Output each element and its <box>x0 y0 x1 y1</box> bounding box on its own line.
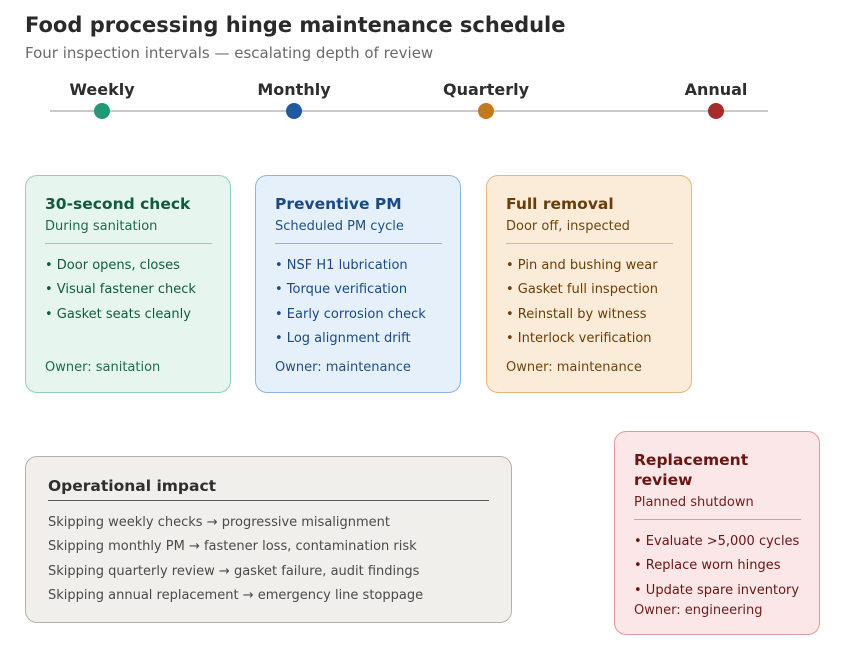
card-divider <box>506 243 673 244</box>
impact-title: Operational impact <box>48 477 217 495</box>
list-item: • Door opens, closes <box>45 258 180 273</box>
card-annual <box>614 431 820 635</box>
list-item: • Early corrosion check <box>275 306 426 322</box>
card-title: Replacement review <box>634 451 749 489</box>
card-checklist <box>275 254 441 351</box>
impact-divider <box>48 500 489 501</box>
card-weekly <box>25 175 231 393</box>
card-title: Full removal <box>506 195 614 213</box>
list-item: Skipping annual replacement → emergency line stoppage <box>48 587 424 603</box>
list-item: • Torque verification <box>275 282 408 298</box>
card-divider <box>634 519 801 520</box>
card-divider <box>275 243 442 244</box>
card-owner: Owner: maintenance <box>275 360 411 375</box>
card-subtitle: During sanitation <box>45 219 158 234</box>
card-owner: Owner: sanitation <box>45 360 161 375</box>
card-checklist <box>45 254 211 327</box>
operational-impact-panel <box>25 456 512 623</box>
list-item: • Evaluate >5,000 cycles <box>634 534 800 549</box>
list-item: • Replace worn hinges <box>634 558 781 574</box>
card-checklist <box>634 530 800 603</box>
timeline-label-monthly: Monthly <box>257 80 331 99</box>
list-item: • Update spare inventory <box>634 582 800 598</box>
timeline-label-weekly: Weekly <box>69 80 135 99</box>
list-item: Skipping monthly PM → fastener loss, contamination risk <box>48 539 417 555</box>
card-subtitle: Planned shutdown <box>634 495 754 510</box>
timeline-label-annual: Annual <box>684 80 748 99</box>
card-quarterly <box>486 175 692 393</box>
impact-list <box>48 511 489 608</box>
card-title: 30-second check <box>45 195 191 213</box>
timeline-dot-quarterly <box>478 103 494 119</box>
card-title: Preventive PM <box>275 195 402 213</box>
page-subtitle: Four inspection intervals — escalating depth of review <box>25 44 434 62</box>
card-owner: Owner: engineering <box>634 603 763 618</box>
list-item: • Gasket seats cleanly <box>45 306 191 322</box>
card-checklist <box>506 254 672 351</box>
list-item: • Reinstall by witness <box>506 306 647 322</box>
card-subtitle: Door off, inspected <box>506 219 630 234</box>
timeline-label-quarterly: Quarterly <box>443 80 529 99</box>
timeline-line <box>50 110 768 112</box>
card-owner: Owner: maintenance <box>506 360 642 375</box>
list-item: • Interlock verification <box>506 330 652 346</box>
card-subtitle: Scheduled PM cycle <box>275 219 404 234</box>
card-divider <box>45 243 212 244</box>
card-monthly <box>255 175 461 393</box>
list-item: • Log alignment drift <box>275 330 411 346</box>
list-item: • Gasket full inspection <box>506 282 659 298</box>
list-item: Skipping weekly checks → progressive misalignment <box>48 515 390 530</box>
list-item: • NSF H1 lubrication <box>275 258 408 273</box>
page-title: Food processing hinge maintenance schedule <box>25 13 566 37</box>
timeline-dot-annual <box>708 103 724 119</box>
list-item: • Pin and bushing wear <box>506 258 658 273</box>
timeline-dot-weekly <box>94 103 110 119</box>
list-item: Skipping quarterly review → gasket failure, audit findings <box>48 563 420 579</box>
timeline-dot-monthly <box>286 103 302 119</box>
list-item: • Visual fastener check <box>45 282 196 298</box>
